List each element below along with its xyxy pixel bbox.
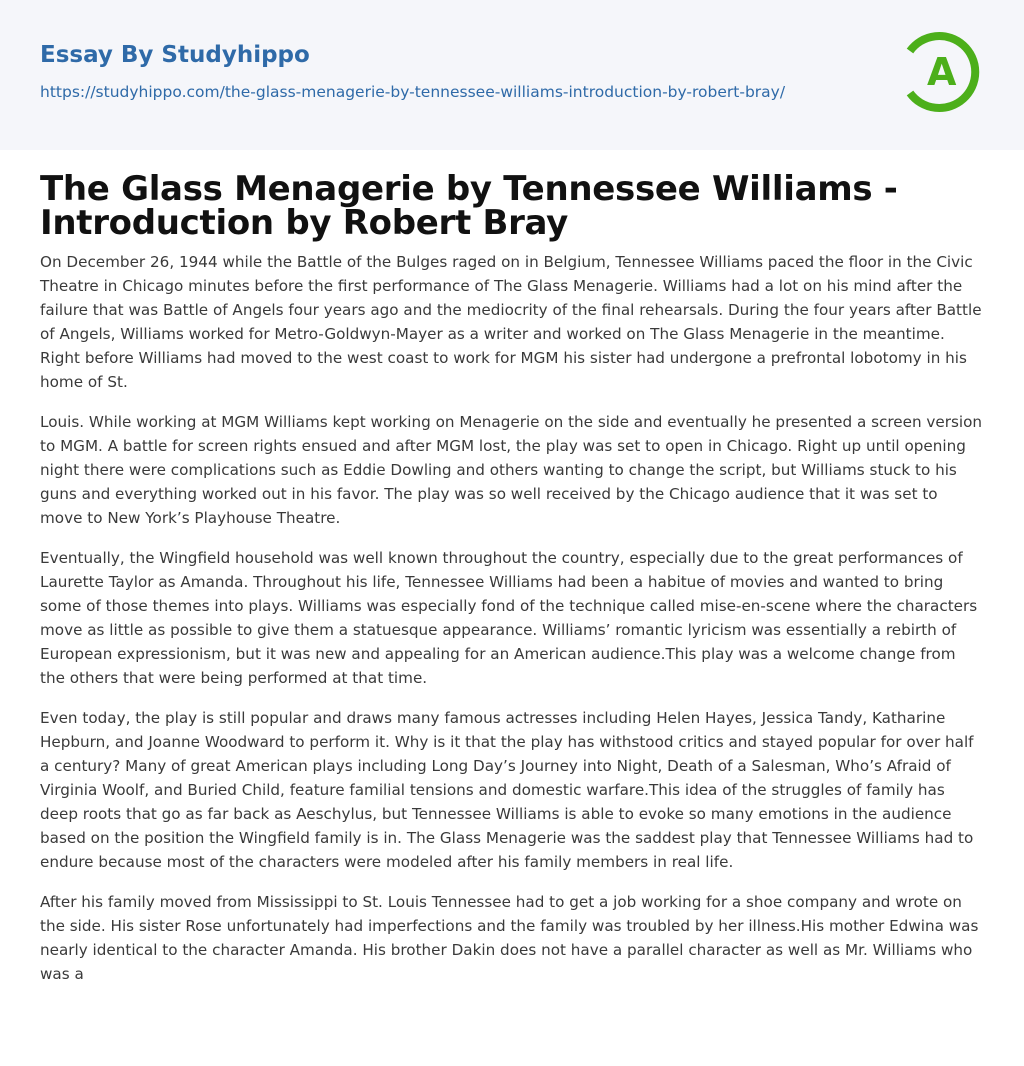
article-body (0, 169, 1024, 986)
logo-ring (900, 30, 984, 114)
paragraph-4: Even today, the play is still popular and draws many famous actresses including Helen Hayes, Jessica Tandy, Katharine Hepburn, and Joanne Woodward to perform it. Why is it that the play has withstood critics and stayed popular for over half a century? Many of great American plays including Long Day’s Journey into Night, Death of a Salesman, Who’s Afraid of Virginia Woolf, and Buried Child, feature familial tensions and domestic warfare.This idea of the struggles of family has deep roots that go as far back as Aeschylus, but Tennessee Williams is able to evoke so many emotions in the audience based on the position the Wingfield family is in. The Glass Menagerie was the saddest play that Tennessee Williams had to endure because most of the characters were modeled after his family members in real life. (40, 709, 974, 871)
site-brand[interactable]: Essay By Studyhippo (40, 42, 310, 68)
paragraph-5: After his family moved from Mississippi to St. Louis Tennessee had to get a job working for a shoe company and wrote on the side. His sister Rose unfortunately had imperfections and the family was troubled by her illness.His mother Edwina was nearly identical to the character Amanda. His brother Dakin does not have a parallel character as well as Mr. Williams who was a (40, 893, 979, 983)
logo-letter: A (927, 50, 957, 94)
source-url-link[interactable]: https://studyhippo.com/the-glass-menagerie-by-tennessee-williams-introduction-by-robert-bray/ (40, 83, 786, 101)
page-header (0, 0, 1024, 150)
studyhippo-logo-icon[interactable] (900, 30, 984, 114)
paragraph-3: Eventually, the Wingfield household was well known throughout the country, especially due to the great performances of Laurette Taylor as Amanda. Throughout his life, Tennessee Williams had been a habitue of movies and wanted to bring some of those themes into plays. Williams was especially fond of the technique called mise-en-scene where the characters move as little as possible to give them a statuesque appearance. Williams’ romantic lyricism was essentially a rebirth of European expressionism, but it was new and appealing for an American audience.This play was a welcome change from the others that were being performed at that time. (40, 549, 978, 687)
paragraph-1: On December 26, 1944 while the Battle of the Bulges raged on in Belgium, Tennessee Williams paced the floor in the Civic Theatre in Chicago minutes before the first performance of The Glass Menagerie. Williams had a lot on his mind after the failure that was Battle of Angels four years ago and the mediocrity of the final rehearsals. During the four years after Battle of Angels, Williams worked for Metro-Goldwyn-Mayer as a writer and worked on The Glass Menagerie in the meantime. Right before Williams had moved to the west coast to work for MGM his sister had undergone a prefrontal lobotomy in his home of St. (40, 253, 982, 391)
page-title: The Glass Menagerie by Tennessee Williams - Introduction by Robert Bray (40, 169, 898, 243)
paragraph-2: Louis. While working at MGM Williams kept working on Menagerie on the side and eventually he presented a screen version to MGM. A battle for screen rights ensued and after MGM lost, the play was set to open in Chicago. Right up until opening night there were complications such as Eddie Dowling and others wanting to change the script, but Williams stuck to his guns and everything worked out in his favor. The play was so well received by the Chicago audience that it was set to move to New York’s Playhouse Theatre. (40, 413, 983, 527)
